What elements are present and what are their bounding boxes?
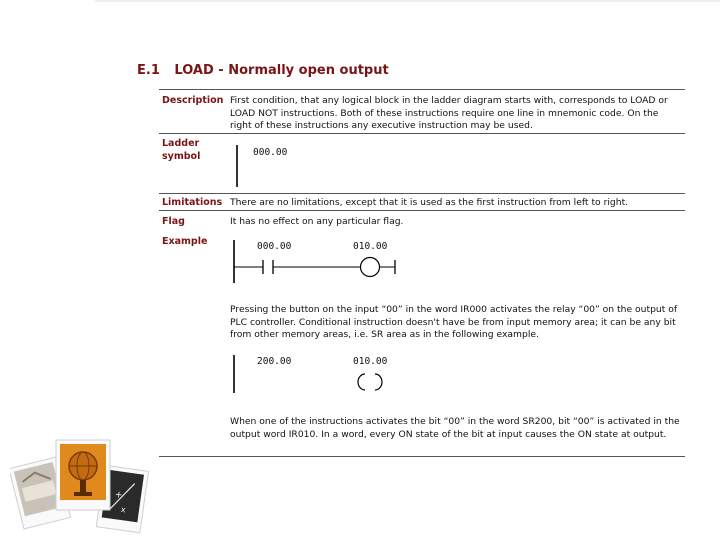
ladder-symbol-address: 000.00: [253, 147, 288, 158]
limitations-label: Limitations: [162, 197, 223, 208]
example-paragraph-2: When one of the instructions activates the bit “00” in the word SR200, bit “00” is activated in the output word IR010. In a word, every ON state of the bit at input causes the ON state at output.: [230, 416, 680, 440]
svg-text:+: +: [114, 489, 124, 501]
ladder-label-line1: Ladder: [162, 138, 200, 149]
top-divider: [95, 0, 720, 2]
output-coil-left-arc: [358, 374, 365, 390]
output-coil: [361, 258, 380, 277]
ladder-label-line2: symbol: [162, 150, 201, 162]
description-label: Description: [162, 95, 224, 106]
example-label: Example: [162, 236, 208, 247]
flag-text: It has no effect on any particular flag.: [230, 216, 404, 227]
flag-label: Flag: [162, 216, 185, 227]
example1-output-address: 010.00: [353, 241, 388, 252]
instruction-table: [159, 89, 685, 457]
example2-input-address: 200.00: [257, 356, 292, 367]
limitations-text: There are no limitations, except that it is used as the first instruction from left to right.: [230, 197, 629, 208]
output-coil-right-arc: [375, 374, 382, 390]
section-number: E.1: [137, 63, 160, 78]
svg-text:x: x: [120, 504, 127, 515]
section-title: LOAD - Normally open output: [174, 63, 389, 78]
section-heading: [137, 63, 389, 78]
example1-input-address: 000.00: [257, 241, 292, 252]
ladder-drawings: [159, 90, 685, 456]
example2-output-address: 010.00: [353, 356, 388, 367]
description-text: First condition, that any logical block in the ladder diagram starts with, corresponds to LOAD or LOAD NOT instructions. Both of these instructions require one line in mnemonic code. On the right of these instructions any executive instruction may be used.: [230, 95, 668, 131]
photo-stack-icon: [10, 432, 150, 537]
example-paragraph-1: Pressing the button on the input “00” in the word IR000 activates the relay “00” on the output of PLC controller. Conditional instruction doesn't have be from input memory area; it can be any bit from other memory areas, i.e. SR area as in the following example.: [230, 304, 678, 340]
